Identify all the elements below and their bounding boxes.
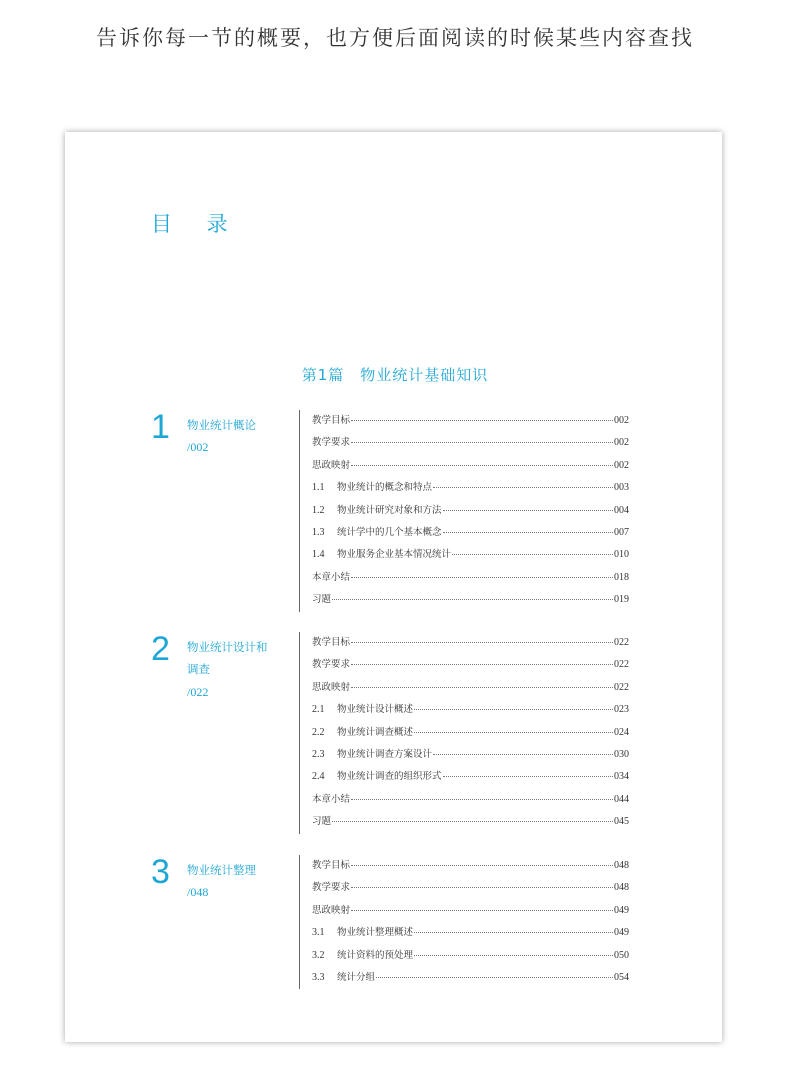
section-number: 1.4 — [312, 549, 325, 561]
toc-entry[interactable] — [312, 410, 629, 432]
entry-page: 022 — [614, 681, 629, 693]
entry-title: 物业统计设计概述 — [337, 704, 414, 716]
toc-entry[interactable] — [312, 455, 629, 477]
entry-title: 物业统计整理概述 — [337, 927, 414, 939]
entry-title: 思政映射 — [312, 681, 351, 693]
entry-title: 习题 — [312, 816, 332, 828]
entry-page: 049 — [614, 927, 629, 939]
dot-leader — [376, 976, 613, 978]
toc-entry[interactable] — [312, 945, 629, 967]
entry-page: 045 — [614, 816, 629, 828]
chapter-start-page: /002 — [187, 440, 209, 455]
entry-title: 统计学中的几个基本概念 — [337, 526, 442, 538]
dot-leader — [351, 686, 613, 688]
dot-leader — [351, 419, 613, 421]
entry-page: 002 — [614, 437, 629, 449]
entry-page: 018 — [614, 571, 629, 583]
entry-page: 002 — [614, 415, 629, 426]
chapter-entries — [299, 855, 629, 989]
entry-title: 物业统计研究对象和方法 — [337, 504, 442, 516]
chapter-number: 1 — [151, 408, 170, 446]
dot-leader — [351, 864, 613, 866]
toc-entry[interactable] — [312, 699, 629, 721]
entry-title: 统计分组 — [337, 971, 376, 983]
dot-leader — [414, 708, 613, 710]
entry-title: 教学要求 — [312, 882, 351, 894]
toc-entry[interactable] — [312, 654, 629, 676]
dot-leader — [351, 576, 613, 578]
toc-entry[interactable] — [312, 432, 629, 454]
toc-entry[interactable] — [312, 789, 629, 811]
entry-page: 002 — [614, 459, 629, 471]
toc-entry[interactable] — [312, 766, 629, 788]
toc-entry[interactable] — [312, 722, 629, 744]
entry-title: 本章小结 — [312, 793, 351, 805]
chapter-name-line: 调查 — [187, 662, 210, 677]
dot-leader — [443, 531, 613, 533]
entry-title: 物业统计的概念和特点 — [337, 482, 433, 494]
entry-page: 048 — [614, 882, 629, 894]
entry-title: 教学要求 — [312, 659, 351, 671]
section-number: 1.1 — [312, 482, 325, 494]
toc-entry[interactable] — [312, 522, 629, 544]
dot-leader — [414, 731, 613, 733]
chapter-entries — [299, 632, 629, 834]
entry-page: 023 — [614, 704, 629, 716]
chapter-name-line: 物业统计概论 — [187, 418, 256, 432]
chapter-name — [187, 636, 283, 703]
dot-leader — [351, 641, 613, 643]
entry-title: 物业服务企业基本情况统计 — [337, 549, 452, 561]
entry-title: 本章小结 — [312, 571, 351, 583]
toc-entry[interactable] — [312, 677, 629, 699]
toc-entry[interactable] — [312, 967, 629, 989]
entry-page: 019 — [614, 594, 629, 606]
entry-page: 034 — [614, 771, 629, 783]
toc-entry[interactable] — [312, 544, 629, 566]
entry-title: 统计资料的预处理 — [337, 949, 414, 961]
entry-title: 习题 — [312, 594, 332, 606]
entry-page: 044 — [614, 793, 629, 805]
entry-page: 024 — [614, 726, 629, 738]
section-number: 2.2 — [312, 726, 325, 738]
chapter-entries — [299, 410, 629, 612]
entry-page: 004 — [614, 504, 629, 516]
dot-leader — [332, 820, 613, 822]
entry-page: 022 — [614, 637, 629, 648]
entry-page: 003 — [614, 482, 629, 494]
dot-leader — [452, 553, 613, 555]
entry-title: 思政映射 — [312, 459, 351, 471]
entry-page: 030 — [614, 748, 629, 760]
dot-leader — [332, 598, 613, 600]
chapter-name-line: 物业统计设计和 — [187, 640, 268, 654]
entry-page: 050 — [614, 949, 629, 961]
part-title: 第1篇 物业统计基础知识 — [301, 366, 489, 384]
toc-entry[interactable] — [312, 811, 629, 833]
dot-leader — [351, 886, 613, 888]
toc-page — [65, 132, 722, 1042]
dot-leader — [443, 775, 613, 777]
toc-entry[interactable] — [312, 477, 629, 499]
entry-title: 教学目标 — [312, 637, 351, 648]
dot-leader — [351, 909, 613, 911]
entry-page: 010 — [614, 549, 629, 561]
toc-entry[interactable] — [312, 922, 629, 944]
toc-entry[interactable] — [312, 632, 629, 654]
entry-title: 物业统计调查方案设计 — [337, 748, 433, 760]
entry-title: 物业统计调查概述 — [337, 726, 414, 738]
dot-leader — [414, 954, 613, 956]
entry-page: 054 — [614, 971, 629, 983]
dot-leader — [443, 509, 613, 511]
entry-title: 物业统计调查的组织形式 — [337, 771, 442, 783]
toc-title: 目 录 — [151, 212, 242, 236]
section-number: 3.3 — [312, 971, 325, 983]
chapter-start-page: /048 — [187, 885, 209, 900]
entry-title: 教学目标 — [312, 860, 351, 871]
entry-title: 教学要求 — [312, 437, 351, 449]
section-number: 1.2 — [312, 504, 325, 516]
banner-caption: 告诉你每一节的概要，也方便后面阅读的时候某些内容查找 — [96, 26, 694, 50]
toc-entry[interactable] — [312, 744, 629, 766]
section-number: 3.1 — [312, 927, 325, 939]
toc-entry[interactable] — [312, 500, 629, 522]
toc-entry[interactable] — [312, 900, 629, 922]
dot-leader — [433, 486, 613, 488]
section-number: 2.1 — [312, 704, 325, 716]
section-number: 1.3 — [312, 526, 325, 538]
dot-leader — [351, 798, 613, 800]
chapter-name — [187, 859, 283, 904]
dot-leader — [351, 663, 613, 665]
dot-leader — [433, 753, 613, 755]
dot-leader — [351, 464, 613, 466]
chapter-number: 3 — [151, 853, 170, 891]
chapter-name — [187, 414, 283, 459]
section-number: 3.2 — [312, 949, 325, 961]
toc-entry[interactable] — [312, 877, 629, 899]
entry-page: 049 — [614, 904, 629, 916]
entry-page: 022 — [614, 659, 629, 671]
chapter-start-page: /022 — [187, 684, 209, 699]
dot-leader — [351, 441, 613, 443]
chapter-name-line: 物业统计整理 — [187, 863, 256, 877]
section-number: 2.4 — [312, 771, 325, 783]
entry-title: 思政映射 — [312, 904, 351, 916]
entry-page: 048 — [614, 860, 629, 871]
toc-entry[interactable] — [312, 589, 629, 611]
toc-entry[interactable] — [312, 855, 629, 877]
chapter-number: 2 — [151, 630, 170, 668]
entry-title: 教学目标 — [312, 415, 351, 426]
entry-page: 007 — [614, 526, 629, 538]
toc-entry[interactable] — [312, 567, 629, 589]
section-number: 2.3 — [312, 748, 325, 760]
dot-leader — [414, 931, 613, 933]
